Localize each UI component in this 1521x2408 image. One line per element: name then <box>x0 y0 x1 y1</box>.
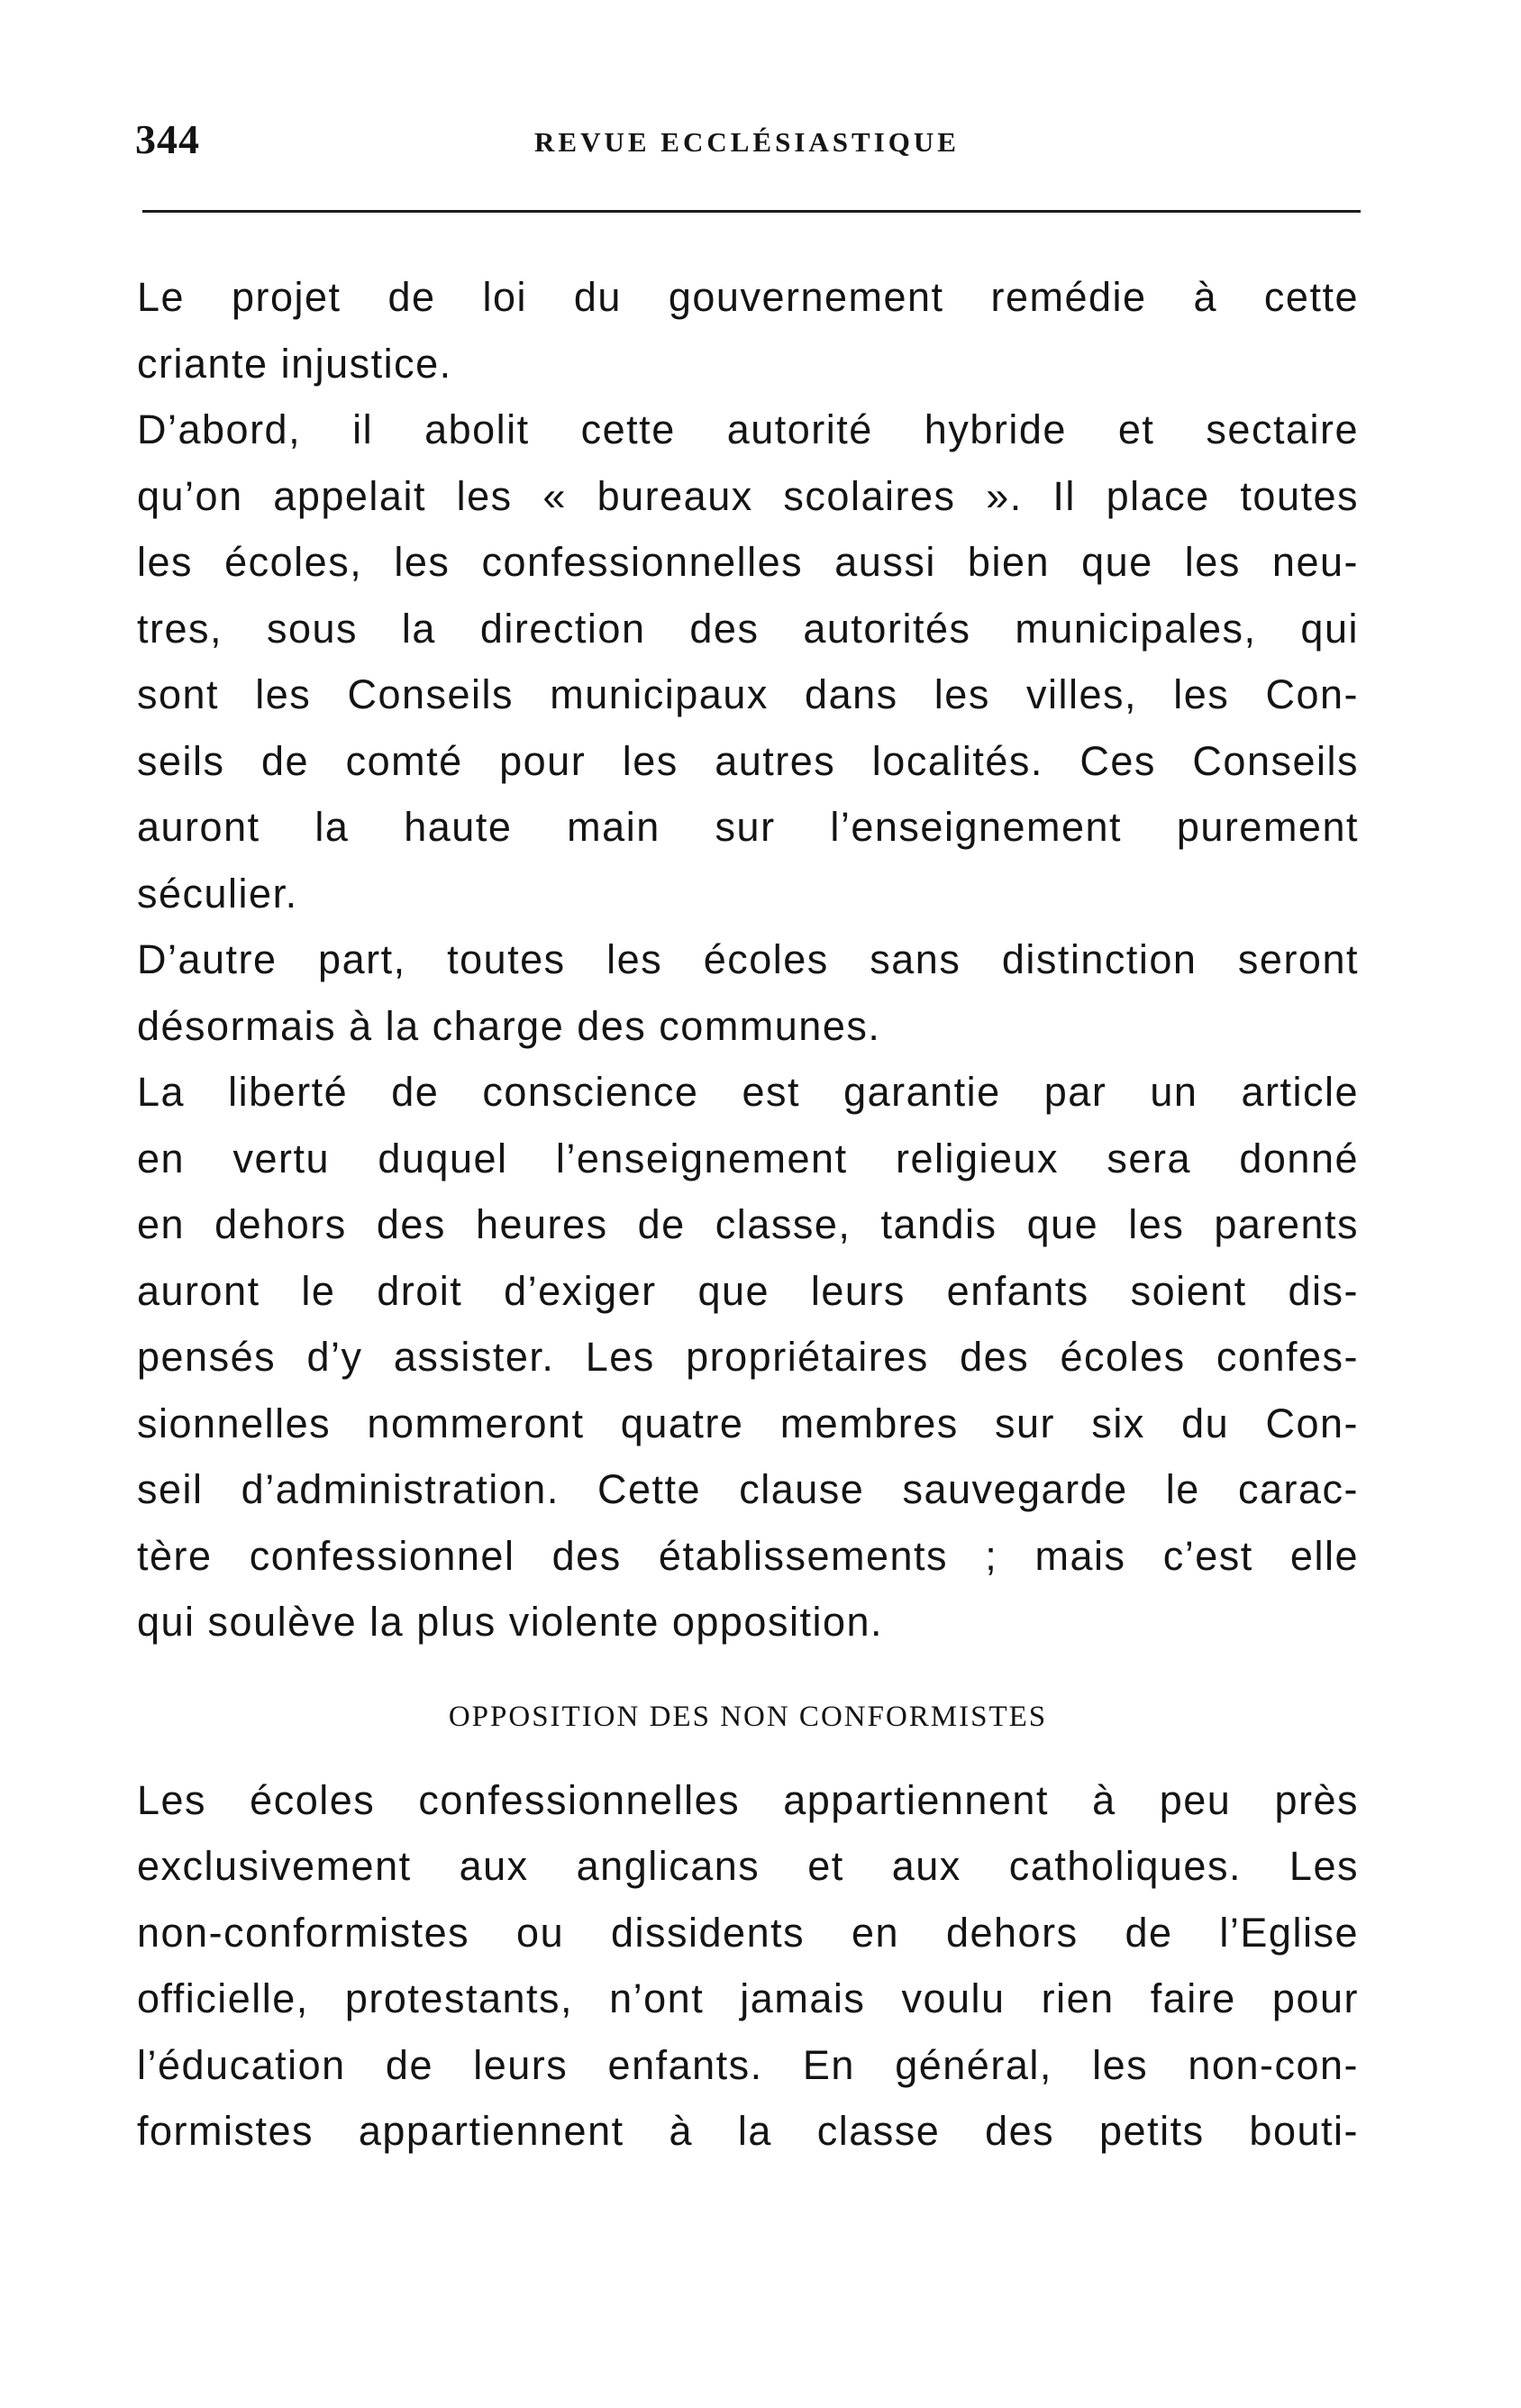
text-line: Le projet de loi du gouvernement remédie à cette <box>137 274 1359 320</box>
text-line: tère confessionnel des établissements ; mais c’est elle <box>137 1532 1359 1579</box>
text-line: formistes appartiennent à la classe des petits bouti- <box>137 2108 1359 2154</box>
text-line: désormais à la charge des communes. <box>137 1002 881 1049</box>
text-line: seil d’administration. Cette clause sauvegarde le carac- <box>137 1466 1359 1512</box>
text-line: sionnelles nommeront quatre membres sur six du Con- <box>137 1400 1359 1446</box>
journal-title: REVUE ECCLÉSIASTIQUE <box>534 126 960 158</box>
text-line: La liberté de conscience est garantie par un article <box>137 1069 1359 1115</box>
section-heading: OPPOSITION DES NON CONFORMISTES <box>448 1700 1048 1733</box>
text-line: sont les Conseils municipaux dans les villes, les Con- <box>137 671 1359 717</box>
text-line: D’abord, il abolit cette autorité hybride et sectaire <box>137 406 1359 452</box>
text-line: D’autre part, toutes les écoles sans distinction seront <box>137 936 1359 982</box>
text-line: criante injustice. <box>137 340 452 387</box>
text-line: en dehors des heures de classe, tandis que les parents <box>137 1201 1359 1247</box>
text-line: les écoles, les confessionnelles aussi bien que les neu- <box>137 539 1359 585</box>
text-line: officielle, protestants, n’ont jamais voulu rien faire pour <box>137 1975 1359 2021</box>
text-line: qui soulève la plus violente opposition. <box>137 1599 884 1645</box>
header-rule <box>142 210 1361 213</box>
text-line: l’éducation de leurs enfants. En général, les non-con- <box>137 2041 1359 2088</box>
text-line: pensés d’y assister. Les propriétaires des écoles confes- <box>137 1334 1359 1380</box>
text-line: en vertu duquel l’enseignement religieux sera donné <box>137 1135 1359 1181</box>
page-number: 344 <box>135 116 200 162</box>
text-line: séculier. <box>137 870 298 917</box>
body-text <box>137 264 1359 2165</box>
text-line: seils de comté pour les autres localités. Ces Conseils <box>137 737 1359 784</box>
text-line: qu’on appelait les « bureaux scolaires ». Il place toutes <box>137 472 1359 519</box>
running-head <box>135 115 1359 169</box>
text-line: auront la haute main sur l’enseignement purement <box>137 804 1359 850</box>
text-line: auront le droit d’exiger que leurs enfants soient dis- <box>137 1267 1359 1314</box>
text-line: tres, sous la direction des autorités municipales, qui <box>137 605 1359 652</box>
text-line: non-conformistes ou dissidents en dehors de l’Eglise <box>137 1909 1359 1956</box>
text-line: exclusivement aux anglicans et aux catholiques. Les <box>137 1843 1359 1889</box>
text-line: Les écoles confessionnelles appartiennent à peu près <box>137 1776 1359 1823</box>
